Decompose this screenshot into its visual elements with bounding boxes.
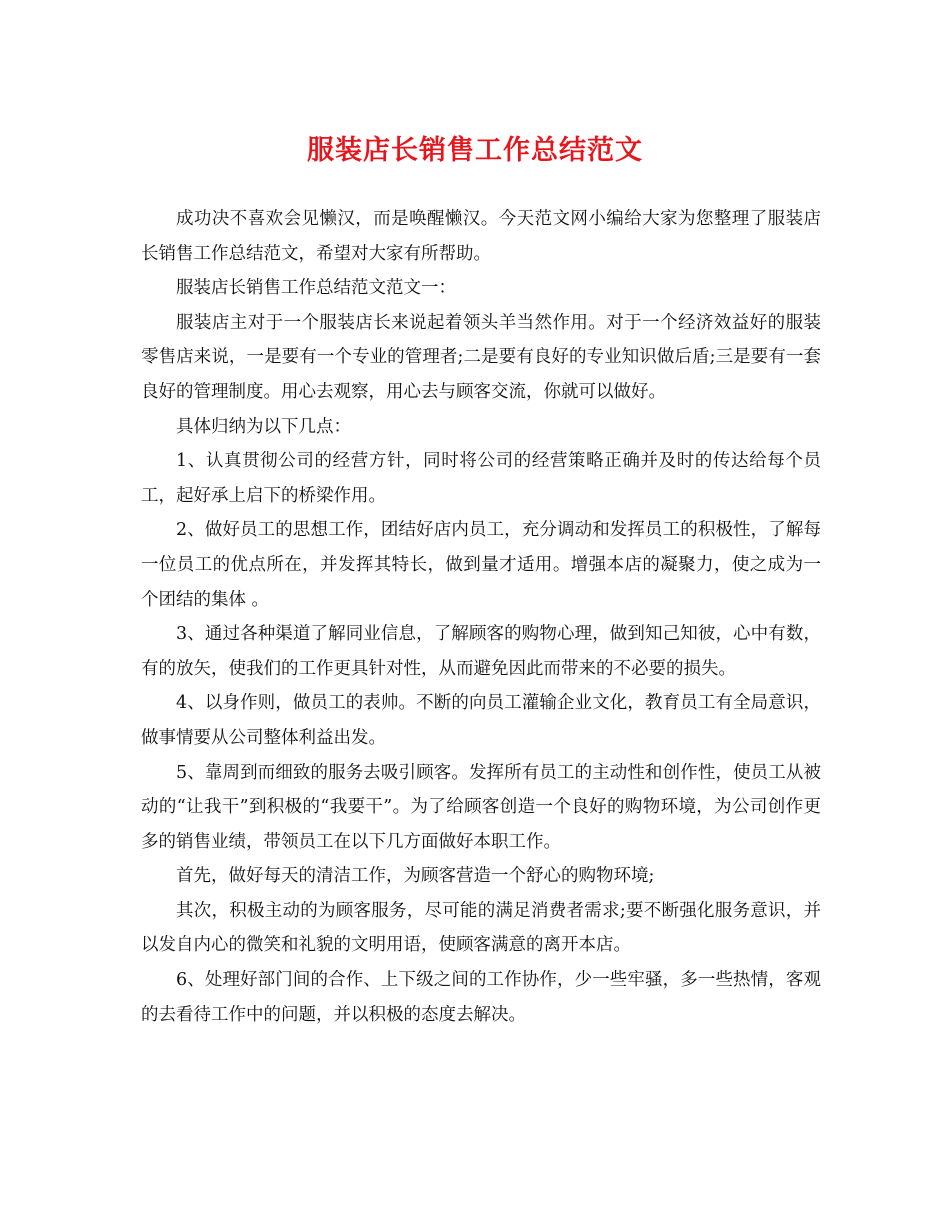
document-title: 服装店长销售工作总结范文: [307, 135, 643, 166]
paragraph: 3、通过各种渠道了解同业信息，了解顾客的购物心理，做到知己知彼，心中有数，有的放矢，使我们的工作更具针对性，从而避免因此而带来的不必要的损失。: [141, 624, 821, 679]
paragraph: 6、处理好部门间的合作、上下级之间的工作协作，少一些牢骚，多一些热情，客观的去看待工作中的问题，并以积极的态度去解决。: [141, 970, 821, 1025]
paragraph: 5、靠周到而细致的服务去吸引顾客。发挥所有员工的主动性和创作性，使员工从被动的“让我干”到积极的“我要干”。为了给顾客创造一个良好的购物环境，为公司创作更多的销售业绩，带领员工在以下几方面做好本职工作。: [141, 762, 821, 852]
paragraph: 其次，积极主动的为顾客服务，尽可能的满足消费者需求;要不断强化服务意识，并以发自内心的微笑和礼貌的文明用语，使顾客满意的离开本店。: [141, 900, 821, 956]
paragraph: 首先，做好每天的清洁工作，为顾客营造一个舒心的购物环境;: [176, 866, 655, 887]
paragraph: 服装店主对于一个服装店长来说起着领头羊当然作用。对于一个经济效益好的服装零售店来说，一是要有一个专业的管理者;二是要有良好的专业知识做后盾;三是要有一套良好的管理制度。用心去观察，用心去与顾客交流，你就可以做好。: [141, 312, 821, 402]
paragraph: 服装店长销售工作总结范文范文一：: [176, 278, 456, 299]
paragraph: 成功决不喜欢会见懒汉，而是唤醒懒汉。今天范文网小编给大家为您整理了服装店长销售工作总结范文，希望对大家有所帮助。: [141, 209, 821, 264]
paragraph: 具体归纳为以下几点：: [176, 416, 351, 437]
paragraph: 4、以身作则，做员工的表帅。不断的向员工灌输企业文化，教育员工有全局意识，做事情要从公司整体利益出发。: [141, 693, 821, 748]
paragraph: 1、认真贯彻公司的经营方针，同时将公司的经营策略正确并及时的传达给每个员工，起好承上启下的桥梁作用。: [141, 451, 821, 506]
document-body: [141, 202, 821, 1032]
paragraph: 2、做好员工的思想工作，团结好店内员工，充分调动和发挥员工的积极性，了解每一位员工的优点所在，并发挥其特长，做到量才适用。增强本店的凝聚力，使之成为一个团结的集体 。: [141, 520, 821, 610]
